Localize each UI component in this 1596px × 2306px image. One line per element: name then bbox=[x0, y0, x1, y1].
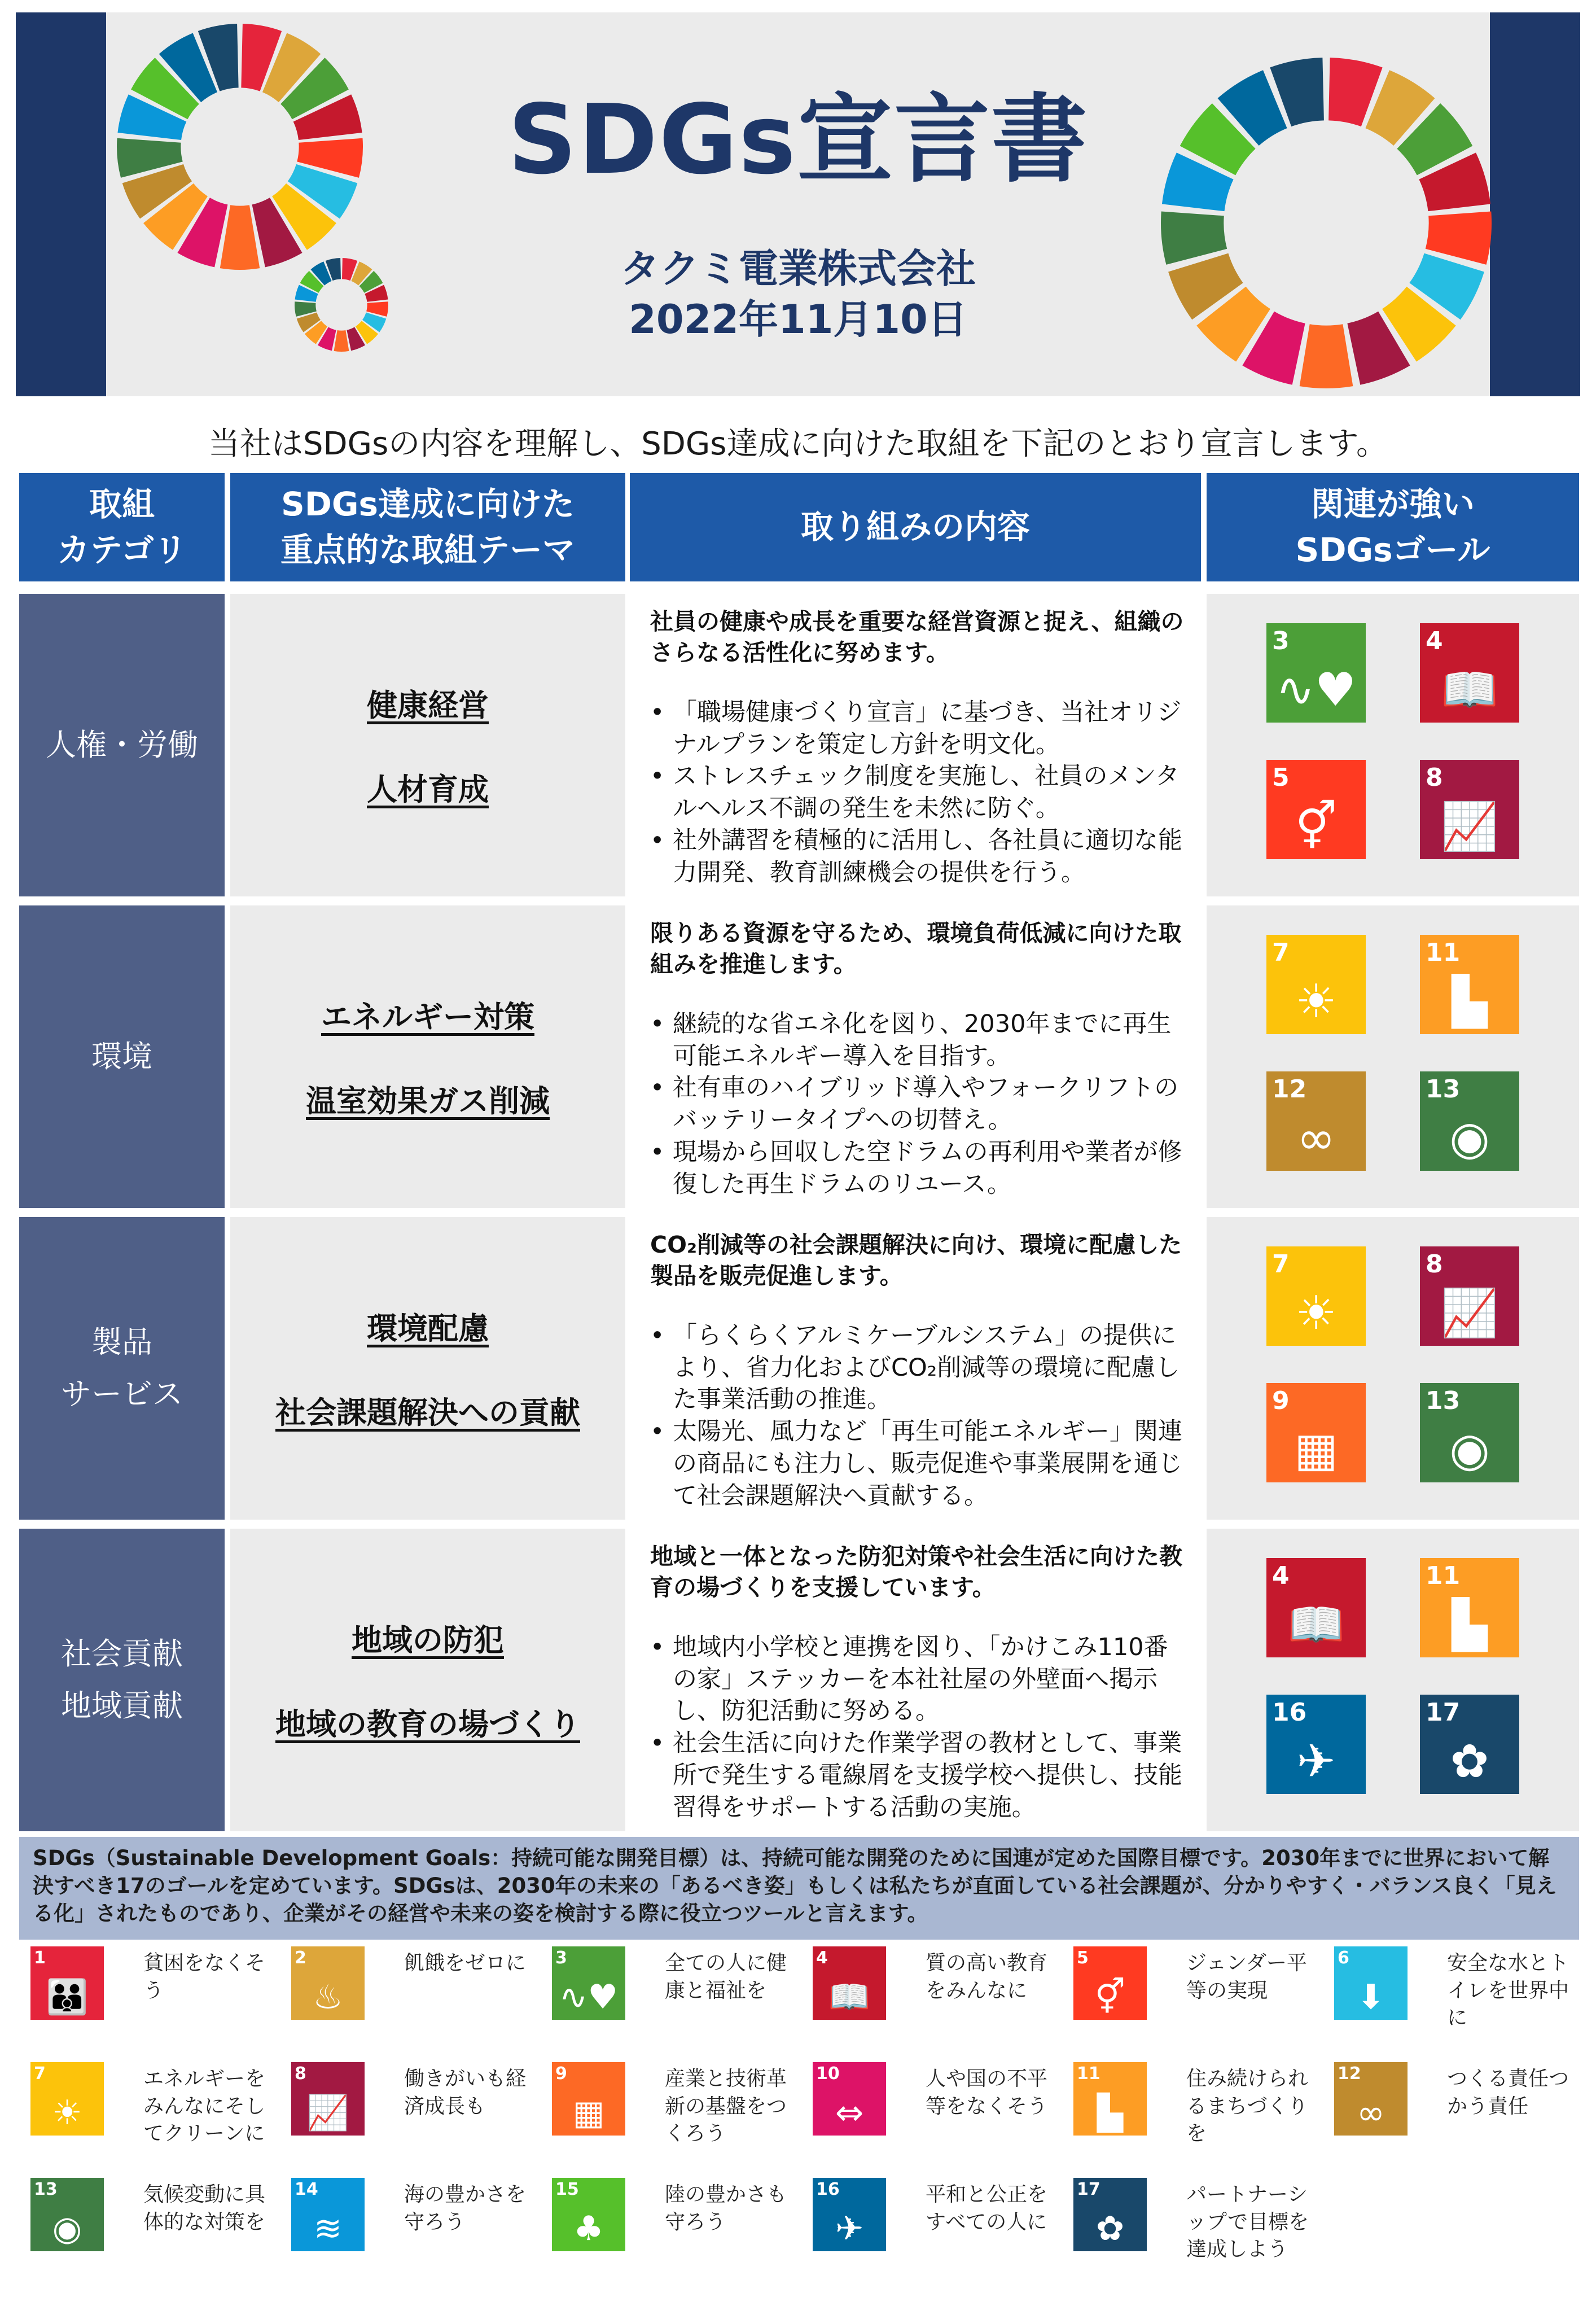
goal-number: 5 bbox=[1077, 1948, 1089, 1968]
legend-item bbox=[801, 2062, 1061, 2152]
goal-number: 13 bbox=[1426, 1075, 1461, 1104]
legend-label: パートナーシップで目標を達成しよう bbox=[1186, 2183, 1309, 2261]
legend-label: つくる責任つかう責任 bbox=[1447, 2067, 1569, 2118]
theme-label: 社会課題解決への貢献 bbox=[275, 1395, 580, 1430]
row-content bbox=[630, 1529, 1201, 1831]
goal-number: 13 bbox=[34, 2180, 58, 2199]
legend-item bbox=[1062, 1946, 1322, 2037]
goal-number: 4 bbox=[816, 1948, 828, 1968]
sdg-goal-16-icon bbox=[813, 2178, 886, 2251]
flower-icon: ✿ bbox=[1450, 1735, 1489, 1788]
row-content bbox=[630, 594, 1201, 896]
goal-number: 9 bbox=[1272, 1386, 1290, 1415]
goal-number: 11 bbox=[1426, 1561, 1461, 1590]
legend-item bbox=[1062, 2062, 1322, 2152]
city-icon: ▙ bbox=[1097, 2093, 1124, 2133]
content-lead: CO₂削減等の社会課題解決に向け、環境に配慮した製品を販売促進します。 bbox=[650, 1231, 1182, 1289]
sun-icon: ☀ bbox=[52, 2093, 82, 2133]
sdgs-footnote: SDGs（Sustainable Development Goals：持続可能な開発目標）は、持続可能な開発のために国連が定めた国際目標です。2030年までに世界において解決すべき17のゴールを定めています。SDGsは、2030年の未来の「あるべき姿」もしくは私たちが直面している社会課題が、分かりやすく・バランス良く「見える化」されたものであり、企業がその経営や未来の姿を検討する際に役立つツールと言えます。 bbox=[19, 1837, 1579, 1940]
content-lead: 社員の健康や成長を重要な経営資源と捉え、組織のさらなる活性化に努めます。 bbox=[650, 608, 1184, 666]
sdg-goal-11-icon bbox=[1073, 2062, 1147, 2136]
content-lead: 限りある資源を守るため、環境負荷低減に向けた取組みを推進します。 bbox=[650, 920, 1182, 978]
legend-item bbox=[801, 1946, 1061, 2037]
theme-label: 地域の教育の場づくり bbox=[275, 1706, 580, 1742]
goal-number: 14 bbox=[295, 2180, 318, 2199]
legend-label: 住み続けられるまちづくりを bbox=[1186, 2067, 1309, 2146]
sdg-goal-8-icon bbox=[1420, 760, 1519, 859]
legend-item bbox=[541, 2178, 800, 2268]
row-goals bbox=[1207, 594, 1579, 896]
sdg-goal-1-icon bbox=[30, 1946, 104, 2020]
sdg-goal-5-icon bbox=[1266, 760, 1366, 859]
dove-icon: ✈ bbox=[1296, 1735, 1336, 1788]
legend-label: 人や国の不平等をなくそう bbox=[926, 2067, 1048, 2118]
legend-label: 安全な水とトイレを世界中に bbox=[1447, 1951, 1569, 2030]
content-bullets bbox=[650, 697, 1185, 889]
content-bullet: • 太陽光、風力など「再生可能エネルギー」関連の商品にも注力し、販売促進や事業展開を通じて社会課題解決へ貢献する。 bbox=[650, 1416, 1185, 1512]
sdg-goal-5-icon bbox=[1073, 1946, 1147, 2020]
content-bullet: • 社会生活に向けた作業学習の教材として、事業所で発生する電線屑を支援学校へ提供し、技能習得をサポートする活動の実施。 bbox=[650, 1727, 1185, 1823]
book-icon: 📖 bbox=[828, 1977, 871, 2017]
goal-number: 16 bbox=[816, 2180, 840, 2199]
legend-label: 貧困をなくそう bbox=[143, 1951, 266, 2002]
goal-number: 8 bbox=[1426, 1250, 1443, 1279]
chart-icon: 📈 bbox=[306, 2093, 349, 2133]
sdg-goal-3-icon bbox=[552, 1946, 625, 2020]
row-goals bbox=[1207, 1529, 1579, 1831]
sdg-goal-12-icon bbox=[1266, 1071, 1366, 1171]
row-themes bbox=[230, 1217, 625, 1520]
legend-label: ジェンダー平等の実現 bbox=[1186, 1951, 1307, 2002]
bowl-icon: ♨ bbox=[313, 1977, 343, 2017]
legend-item bbox=[1323, 2062, 1582, 2152]
content-bullet: • 社外講習を積極的に活用し、各社員に適切な能力開発、教育訓練機会の提供を行う。 bbox=[650, 825, 1185, 889]
content-bullet: • 地域内小学校と連携を図り、「かけこみ110番の家」ステッカーを本社社屋の外壁面へ掲示し、防犯活動に努める。 bbox=[650, 1631, 1185, 1727]
theme-label: 地域の防犯 bbox=[352, 1622, 504, 1658]
theme-label: 健康経営 bbox=[367, 688, 489, 723]
goal-number: 3 bbox=[555, 1948, 567, 1968]
row-content bbox=[630, 905, 1201, 1208]
goal-number: 7 bbox=[1272, 1250, 1290, 1279]
goal-number: 2 bbox=[295, 1948, 306, 1968]
legend-label: 質の高い教育をみんなに bbox=[926, 1951, 1048, 2002]
sdg-goal-7-icon bbox=[1266, 935, 1366, 1034]
sdg-goal-17-icon bbox=[1420, 1695, 1519, 1794]
legend-label: 陸の豊かさも守ろう bbox=[665, 2183, 787, 2234]
content-bullets bbox=[650, 1320, 1185, 1512]
sdg-goal-11-icon bbox=[1420, 935, 1519, 1034]
infinity-icon: ∞ bbox=[1357, 2093, 1385, 2133]
content-lead: 地域と一体となった防犯対策や社会生活に向けた教育の場づくりを支援しています。 bbox=[650, 1543, 1182, 1601]
sdg-goal-4-icon bbox=[1420, 623, 1519, 723]
legend-item bbox=[280, 1946, 540, 2037]
sdg-goal-8-icon bbox=[1420, 1246, 1519, 1346]
goal-number: 11 bbox=[1077, 2064, 1100, 2084]
goal-number: 8 bbox=[295, 2064, 306, 2084]
cubes-icon: ▦ bbox=[572, 2093, 605, 2133]
row-category: 人権・労働 bbox=[19, 594, 225, 896]
goal-number: 4 bbox=[1426, 627, 1443, 655]
goal-number: 7 bbox=[34, 2064, 46, 2084]
people-icon: 👪 bbox=[46, 1977, 89, 2017]
goal-number: 11 bbox=[1426, 938, 1461, 967]
content-bullet: • 「らくらくアルミケーブルシステム」の提供により、省力化およびCO₂削減等の環境に配慮した事業活動の推進。 bbox=[650, 1320, 1185, 1416]
goal-number: 13 bbox=[1426, 1386, 1461, 1415]
sdg-goal-4-icon bbox=[1266, 1558, 1366, 1657]
sdg-goal-3-icon bbox=[1266, 623, 1366, 723]
sdg-goal-16-icon bbox=[1266, 1695, 1366, 1794]
row-content bbox=[630, 1217, 1201, 1520]
legend-item bbox=[19, 2178, 279, 2268]
row-goals bbox=[1207, 905, 1579, 1208]
eye-icon: ◉ bbox=[1449, 1112, 1490, 1165]
book-icon: 📖 bbox=[1440, 663, 1499, 717]
header-content: 取り組みの内容 bbox=[630, 473, 1201, 581]
sdg-goal-17-icon bbox=[1073, 2178, 1147, 2251]
sdg-goal-9-icon bbox=[552, 2062, 625, 2136]
legend-item bbox=[1323, 1946, 1582, 2037]
sdg-goal-14-icon bbox=[291, 2178, 365, 2251]
sdg-goal-7-icon bbox=[30, 2062, 104, 2136]
content-bullet: • 継続的な省エネ化を図り、2030年までに再生可能エネルギー導入を目指す。 bbox=[650, 1008, 1185, 1073]
goal-number: 1 bbox=[34, 1948, 46, 1968]
gender-icon: ⚥ bbox=[1295, 800, 1338, 854]
sdg-goal-11-icon bbox=[1420, 1558, 1519, 1657]
legend-label: 全ての人に健康と福祉を bbox=[665, 1951, 787, 2002]
goal-number: 15 bbox=[555, 2180, 579, 2199]
gender-icon: ⚥ bbox=[1094, 1977, 1126, 2017]
row-goals bbox=[1207, 1217, 1579, 1520]
legend-item bbox=[280, 2178, 540, 2268]
infinity-icon: ∞ bbox=[1296, 1112, 1336, 1165]
sdg-goal-8-icon bbox=[291, 2062, 365, 2136]
city-icon: ▙ bbox=[1452, 975, 1488, 1029]
sdg-goal-13-icon bbox=[1420, 1383, 1519, 1482]
company-name: タクミ電業株式会社 bbox=[620, 246, 976, 292]
row-category: 社会貢献 地域貢献 bbox=[19, 1529, 225, 1831]
declaration-date: 2022年11月10日 bbox=[629, 296, 967, 343]
goal-number: 5 bbox=[1272, 763, 1290, 792]
heartbeat-icon: ∿♥ bbox=[1275, 663, 1357, 717]
row-separator bbox=[19, 898, 1579, 903]
legend-item bbox=[19, 2062, 279, 2152]
theme-label: 環境配慮 bbox=[367, 1311, 489, 1346]
goal-number: 16 bbox=[1272, 1698, 1307, 1727]
sdg-goal-2-icon bbox=[291, 1946, 365, 2020]
eye-icon: ◉ bbox=[1449, 1423, 1490, 1477]
sdg-goal-12-icon bbox=[1334, 2062, 1408, 2136]
content-bullet: • 「職場健康づくり宣言」に基づき、当社オリジナルプランを策定し方針を明文化。 bbox=[650, 697, 1185, 761]
legend-item bbox=[19, 1946, 279, 2037]
content-bullets bbox=[650, 1631, 1185, 1824]
chart-icon: 📈 bbox=[1440, 1287, 1499, 1340]
row-themes bbox=[230, 905, 625, 1208]
page-title: SDGs宣言書 bbox=[507, 84, 1089, 196]
book-icon: 📖 bbox=[1287, 1598, 1345, 1652]
legend-label: エネルギーをみんなにそしてクリーンに bbox=[143, 2067, 266, 2146]
equal-icon: ⇔ bbox=[835, 2093, 864, 2133]
intro-text: 当社はSDGsの内容を理解し、SDGs達成に向けた取組を下記のとおり宣言します。 bbox=[208, 426, 1388, 462]
content-bullets bbox=[650, 1008, 1185, 1201]
sdg-goal-13-icon bbox=[30, 2178, 104, 2251]
legend-label: 気候変動に具体的な対策を bbox=[143, 2183, 266, 2234]
goal-number: 10 bbox=[816, 2064, 840, 2084]
sdg-goal-10-icon bbox=[813, 2062, 886, 2136]
row-category: 製品 サービス bbox=[19, 1217, 225, 1520]
sun-icon: ☀ bbox=[1295, 1287, 1337, 1340]
content-bullet: • ストレスチェック制度を実施し、社員のメンタルヘルス不調の発生を未然に防ぐ。 bbox=[650, 760, 1185, 825]
sdg-goal-4-icon bbox=[813, 1946, 886, 2020]
flower-icon: ✿ bbox=[1095, 2209, 1125, 2248]
goal-number: 17 bbox=[1426, 1698, 1461, 1727]
row-separator bbox=[19, 1210, 1579, 1215]
header-category: 取組 カテゴリ bbox=[19, 473, 225, 581]
city-icon: ▙ bbox=[1452, 1598, 1488, 1652]
water-icon: ⬇ bbox=[1356, 1977, 1385, 2017]
sdg-goal-13-icon bbox=[1420, 1071, 1519, 1171]
sun-icon: ☀ bbox=[1295, 975, 1337, 1029]
goal-number: 4 bbox=[1272, 1561, 1290, 1590]
goal-number: 17 bbox=[1077, 2180, 1100, 2199]
legend-item bbox=[280, 2062, 540, 2152]
row-themes bbox=[230, 1529, 625, 1831]
theme-label: 人材育成 bbox=[367, 772, 489, 807]
goal-number: 7 bbox=[1272, 938, 1290, 967]
row-separator bbox=[19, 1521, 1579, 1526]
theme-label: 温室効果ガス削減 bbox=[306, 1083, 550, 1119]
content-bullet: • 社有車のハイブリッド導入やフォークリフトのバッテリータイプへの切替え。 bbox=[650, 1072, 1185, 1136]
eye-icon: ◉ bbox=[52, 2209, 82, 2248]
header-theme: SDGs達成に向けた 重点的な取組テーマ bbox=[230, 473, 625, 581]
goal-number: 8 bbox=[1426, 763, 1443, 792]
row-themes bbox=[230, 594, 625, 896]
goal-number: 12 bbox=[1338, 2064, 1361, 2084]
row-category: 環境 bbox=[19, 905, 225, 1208]
legend-item bbox=[801, 2178, 1061, 2268]
legend-label: 海の豊かさを守ろう bbox=[404, 2183, 527, 2234]
goal-number: 9 bbox=[555, 2064, 567, 2084]
sdg-goal-6-icon bbox=[1334, 1946, 1408, 2020]
theme-label: エネルギー対策 bbox=[321, 999, 534, 1035]
legend-label: 平和と公正をすべての人に bbox=[926, 2183, 1048, 2234]
legend-label: 働きがいも経済成長も bbox=[404, 2067, 527, 2118]
tree-icon: ♣ bbox=[573, 2209, 604, 2248]
cubes-icon: ▦ bbox=[1294, 1423, 1338, 1477]
sdg-goal-9-icon bbox=[1266, 1383, 1366, 1482]
dove-icon: ✈ bbox=[835, 2209, 864, 2248]
legend-item bbox=[1062, 2178, 1322, 2268]
legend-item bbox=[541, 1946, 800, 2037]
heartbeat-icon: ∿♥ bbox=[559, 1977, 619, 2017]
header-goals: 関連が強い SDGsゴール bbox=[1207, 473, 1579, 581]
fish-icon: ≋ bbox=[313, 2209, 343, 2248]
sdg-goal-7-icon bbox=[1266, 1246, 1366, 1346]
goal-number: 6 bbox=[1338, 1948, 1349, 1968]
goal-number: 12 bbox=[1272, 1075, 1307, 1104]
chart-icon: 📈 bbox=[1440, 800, 1499, 854]
content-bullet: • 現場から回収した空ドラムの再利用や業者が修復した再生ドラムのリユース。 bbox=[650, 1136, 1185, 1201]
legend-label: 飢餓をゼロに bbox=[404, 1951, 527, 1975]
legend-item bbox=[541, 2062, 800, 2152]
goal-number: 3 bbox=[1272, 627, 1290, 655]
legend-label: 産業と技術革新の基盤をつくろう bbox=[665, 2067, 787, 2146]
sdg-goal-15-icon bbox=[552, 2178, 625, 2251]
